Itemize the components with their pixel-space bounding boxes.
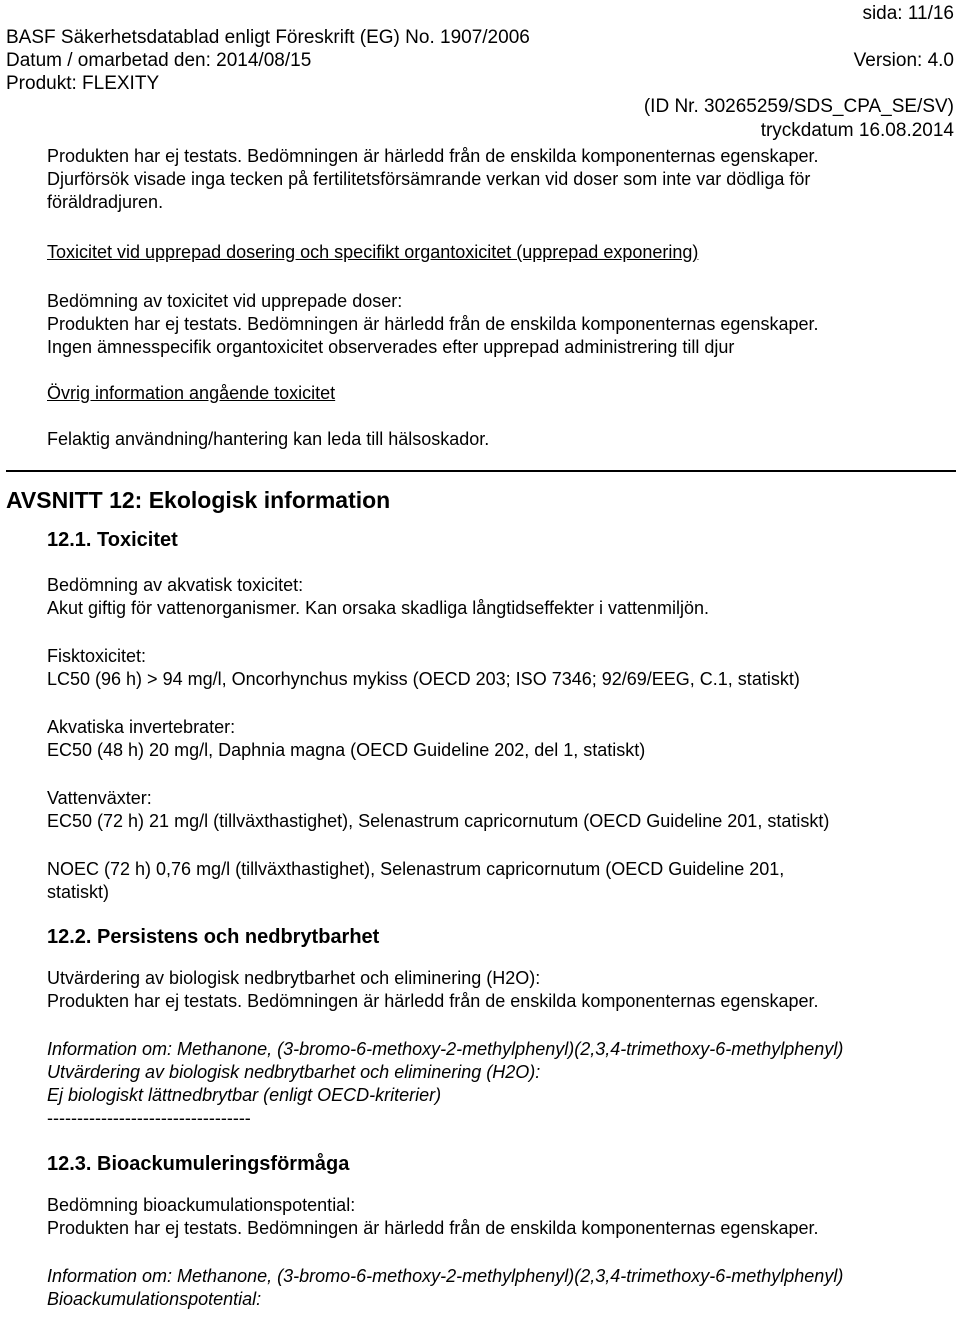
section-divider	[6, 470, 956, 472]
subsection-12-2-title: 12.2. Persistens och nedbrytbarhet	[47, 926, 380, 948]
label-degradability: Utvärdering av biologisk nedbrytbarhet och eliminering (H2O):	[47, 968, 541, 988]
header-row-date	[6, 49, 954, 72]
label-invertebrates: Akvatiska invertebrater:	[47, 717, 236, 737]
text-line: föräldradjuren.	[47, 192, 164, 212]
label-aquatic: Bedömning av akvatisk toxicitet:	[47, 575, 304, 595]
header-row-product	[6, 72, 954, 95]
text-line: LC50 (96 h) > 94 mg/l, Oncorhynchus mykiss (OECD 203; ISO 7346; 92/69/EEG, C.1, statiskt)	[47, 669, 800, 689]
text-line: NOEC (72 h) 0,76 mg/l (tillväxthastighet), Selenastrum capricornutum (OECD Guideline 201,	[47, 859, 785, 879]
label-repeat-dose: Bedömning av toxicitet vid upprepade doser:	[47, 291, 403, 311]
subsection-12-3-title: 12.3. Bioackumuleringsförmåga	[47, 1153, 350, 1175]
label-fish: Fisktoxicitet:	[47, 646, 147, 666]
italic-line: Bioackumulationspotential:	[47, 1289, 262, 1309]
text-line: Produkten har ej testats. Bedömningen är härledd från de enskilda komponenternas egenskaper.	[47, 314, 819, 334]
text-line: Djurförsök visade inga tecken på fertilitetsförsämrande verkan vid doser som inte var dödliga för	[47, 169, 811, 189]
label-plants: Vattenväxter:	[47, 788, 152, 808]
italic-line: Ej biologiskt lättnedbrytbar (enligt OECD-kriterier)	[47, 1085, 442, 1105]
document-title: BASF Säkerhetsdatablad enligt Föreskrift (EG) No. 1907/2006	[6, 27, 530, 48]
label-bioaccumulation: Bedömning bioackumulationspotential:	[47, 1195, 356, 1215]
italic-line: Utvärdering av biologisk nedbrytbarhet och eliminering (H2O):	[47, 1062, 541, 1082]
section-11-continuation	[47, 145, 940, 451]
text-line: Akut giftig för vattenorganismer. Kan orsaka skadliga långtidseffekter i vattenmiljön.	[47, 598, 710, 618]
subheading-repeat-dose: Toxicitet vid upprepad dosering och specifikt organtoxicitet (upprepad exponering)	[47, 242, 699, 262]
version: Version: 4.0	[853, 50, 954, 71]
text-line: Produkten har ej testats. Bedömningen är härledd från de enskilda komponenternas egenskaper.	[47, 1218, 819, 1238]
page-number: sida: 11/16	[862, 3, 954, 24]
revision-date: Datum / omarbetad den: 2014/08/15	[6, 50, 312, 71]
italic-line: Information om: Methanone, (3-bromo-6-methoxy-2-methylphenyl)(2,3,4-trimethoxy-6-methylphenyl)	[47, 1039, 844, 1059]
text-line: Felaktig användning/hantering kan leda till hälsoskador.	[47, 429, 490, 449]
italic-line: Information om: Methanone, (3-bromo-6-methoxy-2-methylphenyl)(2,3,4-trimethoxy-6-methylphenyl)	[47, 1266, 844, 1286]
print-date: tryckdatum 16.08.2014	[760, 120, 954, 141]
text-line: EC50 (72 h) 21 mg/l (tillväxthastighet), Selenastrum capricornutum (OECD Guideline 201, statiskt)	[47, 811, 830, 831]
subheading-other-info: Övrig information angående toxicitet	[47, 383, 336, 403]
text-line: statiskt)	[47, 882, 110, 902]
text-line: EC50 (48 h) 20 mg/l, Daphnia magna (OECD Guideline 202, del 1, statiskt)	[47, 740, 646, 760]
header-row-title	[6, 26, 954, 49]
section-12-content	[47, 527, 940, 1311]
text-line: Ingen ämnesspecifik organtoxicitet observerades efter upprepad administrering till djur	[47, 337, 735, 357]
text-line: Produkten har ej testats. Bedömningen är härledd från de enskilda komponenternas egenskaper.	[47, 991, 819, 1011]
dash-separator: ----------------------------------	[47, 1108, 251, 1128]
product-name: Produkt: FLEXITY	[6, 73, 160, 94]
section-12-title: AVSNITT 12: Ekologisk information	[6, 487, 391, 513]
document-id: (ID Nr. 30265259/SDS_CPA_SE/SV)	[643, 96, 954, 117]
text-line: Produkten har ej testats. Bedömningen är härledd från de enskilda komponenternas egenskaper.	[47, 146, 819, 166]
subsection-12-1-title: 12.1. Toxicitet	[47, 529, 178, 551]
